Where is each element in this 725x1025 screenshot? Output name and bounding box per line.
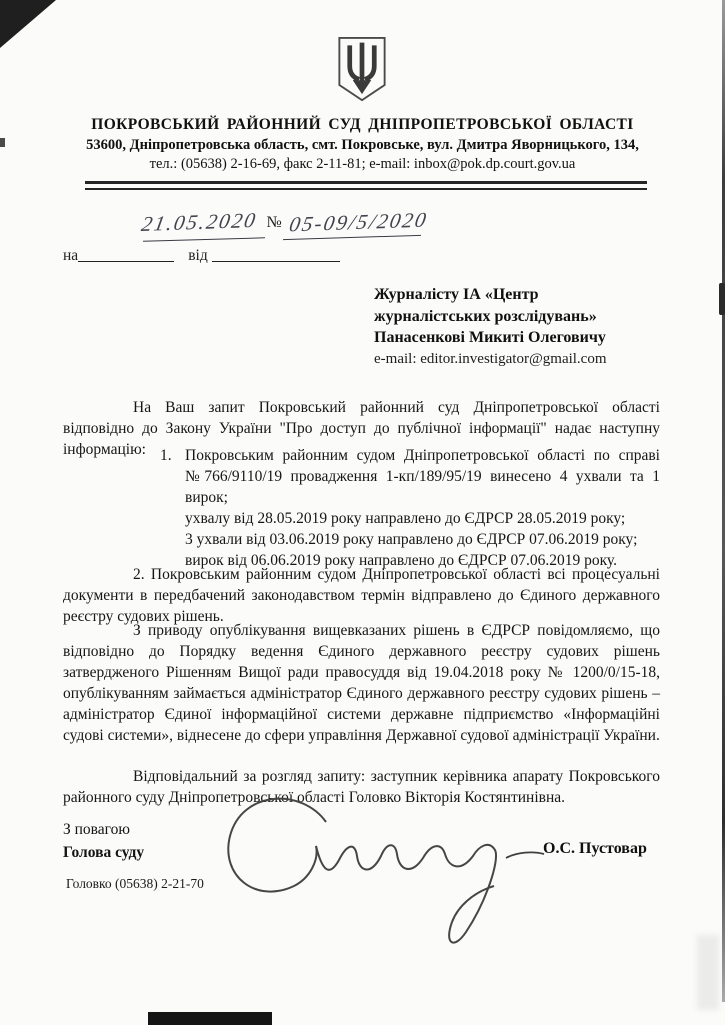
signer-title: Голова суду bbox=[63, 844, 145, 861]
reference-line bbox=[139, 207, 430, 237]
on-label: на bbox=[63, 247, 79, 264]
scan-bottom-bar-artifact bbox=[148, 1012, 272, 1025]
addressee-line: журналістських розслідувань» bbox=[374, 307, 597, 325]
incoming-reference-line bbox=[63, 247, 340, 265]
from-label: від bbox=[188, 247, 208, 264]
letterhead-divider bbox=[85, 181, 647, 190]
scan-left-dot-artifact bbox=[0, 138, 5, 147]
signer-name: О.С. Пустовар bbox=[543, 840, 647, 857]
court-name: ПОКРОВСЬКИЙ РАЙОННИЙ СУД ДНІПРОПЕТРОВСЬКОЇ ОБЛАСТІ bbox=[91, 116, 634, 133]
ukraine-tryzub-coat-of-arms-icon bbox=[336, 36, 388, 102]
letterhead bbox=[40, 116, 685, 173]
list-subline: ухвалу від 28.05.2019 року направлено до ЄДРСР 28.05.2019 року; bbox=[185, 510, 626, 527]
scan-edge-blob-artifact bbox=[719, 283, 725, 315]
body-paragraph-1: На Ваш запит Покровський районний суд Дніпропетровської області відповідно до Закону України "Про доступ до публічної інформації" надає наступну інформацію: bbox=[63, 398, 660, 458]
handwritten-date: 21.05.2020 bbox=[139, 208, 260, 236]
executor-contact: Головко (05638) 2-21-70 bbox=[66, 876, 204, 891]
scan-smudge-artifact bbox=[697, 935, 719, 1010]
body-paragraph-3: З приводу опублікування вищевказаних рішень в ЄДРСР повідомляємо, що відповідно до Порядку ведення Єдиного державного реєстру судових рішень затвердженого Рішенням Вищої ради правосуддя від 19.04.2018 року № 1200/0/15-18, опублікуванням займається адміністратор Єдиного державного реєстру судових рішень – адміністратор Єдиної інформаційної системи державне підприємство «Інформаційні судові системи», віднесене до сфери управління Державної судової адміністрації України. bbox=[63, 621, 660, 744]
on-blank-field bbox=[78, 247, 174, 262]
addressee-block bbox=[374, 284, 674, 370]
list-subline: вирок від 06.06.2019 року направлено до ЄДРСР 07.06.2019 року. bbox=[185, 552, 617, 569]
addressee-line: Журналісту ІА «Центр bbox=[374, 286, 539, 303]
handwritten-number: 05-09/5/2020 bbox=[287, 207, 430, 237]
date-underline bbox=[143, 237, 265, 241]
body-paragraph-4: Відповідальний за розгляд запиту: заступник керівника апарату Покровського районного суду Дніпропетровської області Головко Вікторія Костянтинівна. bbox=[63, 767, 660, 806]
list-item-text: Покровським районним судом Дніпропетровської області по справі №766/9110/19 провадження 1-кп/189/95/19 винесено 4 ухвали та 1 вирок; bbox=[185, 447, 660, 506]
numero-sign: № bbox=[266, 214, 282, 231]
court-address: 53600, Дніпропетровська область, смт. Покровське, вул. Дмитра Яворницького, 134, bbox=[86, 137, 639, 153]
regards-line: З повагою bbox=[63, 821, 130, 838]
handwritten-signature bbox=[198, 780, 548, 965]
from-blank-field bbox=[212, 247, 340, 262]
body-paragraph-2: 2. Покровським районним судом Дніпропетровської області всі процесуальні документи в передбачений законодавством термін відправлено до Єдиного державного реєстру судових рішень. bbox=[63, 565, 660, 625]
scan-corner-artifact bbox=[0, 0, 56, 48]
list-marker: 1. bbox=[160, 447, 172, 464]
addressee-email: e-mail: editor.investigator@gmail.com bbox=[374, 350, 607, 367]
numbered-list-item-1 bbox=[160, 445, 660, 571]
signoff-block bbox=[63, 818, 144, 864]
signature-dash-stroke bbox=[505, 848, 545, 862]
court-contacts: тел.: (05638) 2-16-69, факс 2-11-81; e-mail: inbox@pok.dp.court.gov.ua bbox=[149, 156, 576, 172]
list-subline: 3 ухвали від 03.06.2019 року направлено до ЄДРСР 07.06.2019 року; bbox=[185, 531, 638, 548]
addressee-line: Панасенкові Микиті Олеговичу bbox=[374, 329, 606, 346]
